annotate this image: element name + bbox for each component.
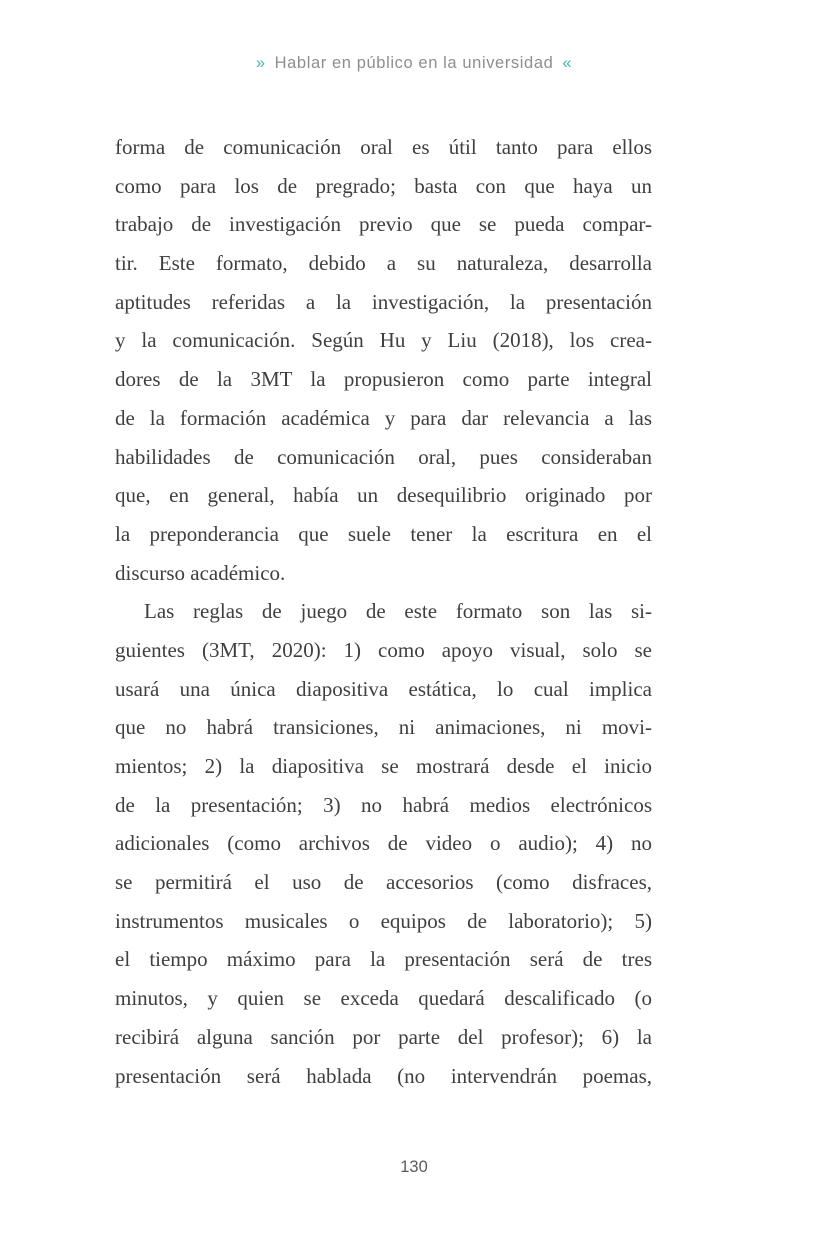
running-header: [0, 52, 828, 74]
text-line: forma de comunicación oral es útil tanto para ellos: [115, 135, 652, 159]
text-line: la preponderancia que suele tener la escritura en el: [115, 521, 652, 546]
text-line: habilidades de comunicación oral, pues consideraban: [115, 444, 652, 469]
paragraph: [115, 128, 652, 592]
right-guillemet-icon: «: [562, 54, 573, 72]
text-line: el tiempo máximo para la presentación será de tres: [115, 947, 652, 972]
text-line: de la presentación; 3) no habrá medios electrónicos: [115, 792, 652, 817]
text-line: aptitudes referidas a la investigación, la presentación: [115, 289, 652, 314]
text-line: que no habrá transiciones, ni animaciones, ni movi-: [115, 715, 652, 740]
text-line: Las reglas de juego de este formato son las si-: [144, 599, 652, 624]
text-line: trabajo de investigación previo que se pueda compar-: [115, 212, 652, 237]
text-line: de la formación académica y para dar relevancia a las: [115, 405, 652, 430]
page-number: 130: [400, 1158, 428, 1176]
text-line: instrumentos musicales o equipos de laboratorio); 5): [115, 908, 652, 933]
paragraph: [115, 592, 652, 1095]
text-line: como para los de pregrado; basta con que haya un: [115, 173, 652, 198]
header-title: Hablar en público en la universidad: [274, 54, 554, 72]
text-line: presentación será hablada (no intervendrán poemas,: [115, 1063, 652, 1088]
text-line: mientos; 2) la diapositiva se mostrará desde el inicio: [115, 754, 652, 778]
text-line: minutos, y quien se exceda quedará descalificado (o: [115, 986, 652, 1011]
text-line: dores de la 3MT la propusieron como parte integral: [115, 367, 652, 392]
text-line: discurso académico.: [115, 560, 286, 585]
text-line: recibirá alguna sanción por parte del profesor); 6) la: [115, 1024, 652, 1049]
text-line: guientes (3MT, 2020): 1) como apoyo visual, solo se: [115, 637, 652, 662]
text-line: se permitirá el uso de accesorios (como disfraces,: [115, 870, 652, 895]
text-line: adicionales (como archivos de video o audio); 4) no: [115, 831, 652, 856]
text-line: y la comunicación. Según Hu y Liu (2018), los crea-: [115, 328, 652, 353]
page-body: [115, 128, 652, 1095]
text-line: usará una única diapositiva estática, lo cual implica: [115, 676, 652, 701]
text-line: que, en general, había un desequilibrio originado por: [115, 483, 652, 508]
left-guillemet-icon: »: [255, 54, 266, 72]
text-line: tir. Este formato, debido a su naturaleza, desarrolla: [115, 251, 652, 276]
